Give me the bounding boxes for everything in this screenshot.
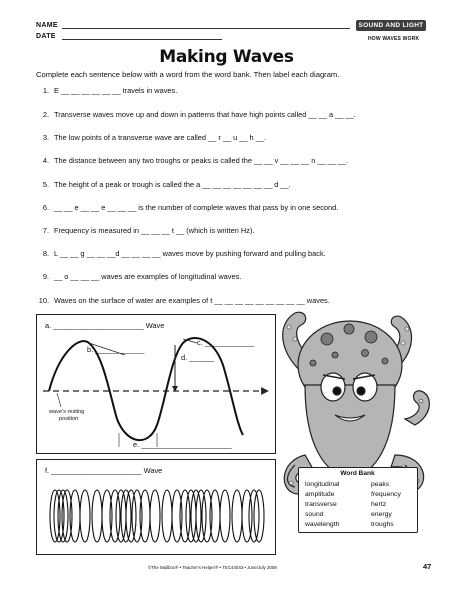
transverse-wave-panel bbox=[36, 314, 276, 454]
resting-position-label-line2: position bbox=[59, 416, 79, 422]
question-text: L __ __ g __ __ __d __ __ __ __ waves move by pushing forward and pulling back. bbox=[54, 249, 326, 258]
word-bank-word: hertz bbox=[371, 501, 387, 508]
question-number: 6. bbox=[42, 203, 49, 212]
word-bank-title: Word Bank bbox=[340, 470, 375, 477]
diagram-f-label[interactable]: f. ______________________ Wave bbox=[45, 466, 163, 475]
footer-credit: ©The Mailbox® • Teacher's Helper® • TEC44043 • June/July 2009 bbox=[148, 565, 277, 570]
word-bank-word: amplitude bbox=[305, 491, 335, 498]
date-label: DATE bbox=[36, 33, 56, 40]
name-label: NAME bbox=[36, 22, 58, 29]
question-text: The distance between any two troughs or peaks is called the __ __ v __ __ __ n __ __ __. bbox=[54, 156, 349, 165]
question-number: 3. bbox=[42, 133, 49, 142]
word-bank-word: transverse bbox=[305, 501, 337, 508]
word-bank-word: peaks bbox=[371, 481, 390, 488]
question-number: 4. bbox=[42, 156, 49, 165]
question-number: 2. bbox=[42, 110, 49, 119]
question-4[interactable] bbox=[36, 156, 348, 165]
question-3[interactable] bbox=[36, 133, 266, 142]
word-bank-word: sound bbox=[305, 511, 324, 518]
diagram-d-label[interactable]: d. ______ bbox=[181, 353, 214, 362]
diagram-c-label[interactable]: c. ____________ bbox=[197, 338, 255, 347]
word-bank-word: energy bbox=[371, 511, 392, 518]
question-1[interactable] bbox=[36, 86, 177, 95]
question-text: Transverse waves move up and down in patterns that have high points called __ __ a __ __. bbox=[54, 110, 356, 119]
question-text: __ __ e __ __ e __ __ __ is the number of complete waves that pass by in one second. bbox=[54, 203, 339, 212]
question-5[interactable] bbox=[36, 180, 291, 189]
word-bank-word: longitudinal bbox=[305, 481, 340, 488]
question-2[interactable] bbox=[36, 110, 356, 119]
question-number: 5. bbox=[42, 180, 49, 189]
page-number: 47 bbox=[423, 562, 432, 571]
question-8[interactable] bbox=[36, 249, 326, 258]
question-9[interactable] bbox=[36, 272, 241, 281]
longitudinal-wave-coil bbox=[49, 484, 265, 548]
question-number: 7. bbox=[42, 226, 49, 235]
page-title: Making Waves bbox=[159, 47, 294, 67]
question-text: __ o __ __ __ waves are examples of longitudinal waves. bbox=[54, 272, 242, 281]
transverse-wave-drawing bbox=[37, 315, 275, 453]
question-number: 10. bbox=[38, 296, 49, 305]
question-10[interactable] bbox=[36, 296, 330, 305]
question-7[interactable] bbox=[36, 226, 254, 235]
name-line[interactable] bbox=[62, 28, 350, 29]
longitudinal-wave-panel bbox=[36, 459, 276, 555]
diagram-e-label[interactable]: e. ______________________ bbox=[133, 440, 232, 449]
question-number: 8. bbox=[42, 249, 49, 258]
diagram-b-label[interactable]: b. ____________ bbox=[87, 345, 145, 354]
word-bank-card bbox=[298, 467, 418, 533]
question-text: The height of a peak or trough is called the a __ __ __ __ __ __ __ d __. bbox=[54, 180, 291, 189]
word-bank-word: troughs bbox=[371, 521, 394, 528]
question-number: 1. bbox=[42, 86, 49, 95]
word-bank-word: frequency bbox=[371, 491, 401, 498]
question-6[interactable] bbox=[36, 203, 338, 212]
question-text: E __ __ __ __ __ __ travels in waves. bbox=[54, 86, 178, 95]
word-bank-word: wavelength bbox=[305, 521, 340, 528]
topic-badge: SOUND AND LIGHT bbox=[356, 20, 426, 31]
subtopic-tag: HOW WAVES WORK bbox=[368, 36, 420, 42]
resting-position-label-line1: wave's resting bbox=[49, 409, 85, 415]
question-text: The low points of a transverse wave are called __ r __ u __ h __. bbox=[54, 133, 266, 142]
question-text: Frequency is measured in __ __ __ t __ (which is written Hz). bbox=[54, 226, 255, 235]
date-line[interactable] bbox=[62, 39, 222, 40]
instructions: Complete each sentence below with a word from the word bank. Then label each diagram. bbox=[36, 70, 340, 79]
question-text: Waves on the surface of water are examples of t __ __ __ __ __ __ __ __ __ waves. bbox=[54, 296, 330, 305]
question-number: 9. bbox=[42, 272, 49, 281]
diagram-a-label[interactable]: a. ______________________ Wave bbox=[45, 321, 165, 330]
